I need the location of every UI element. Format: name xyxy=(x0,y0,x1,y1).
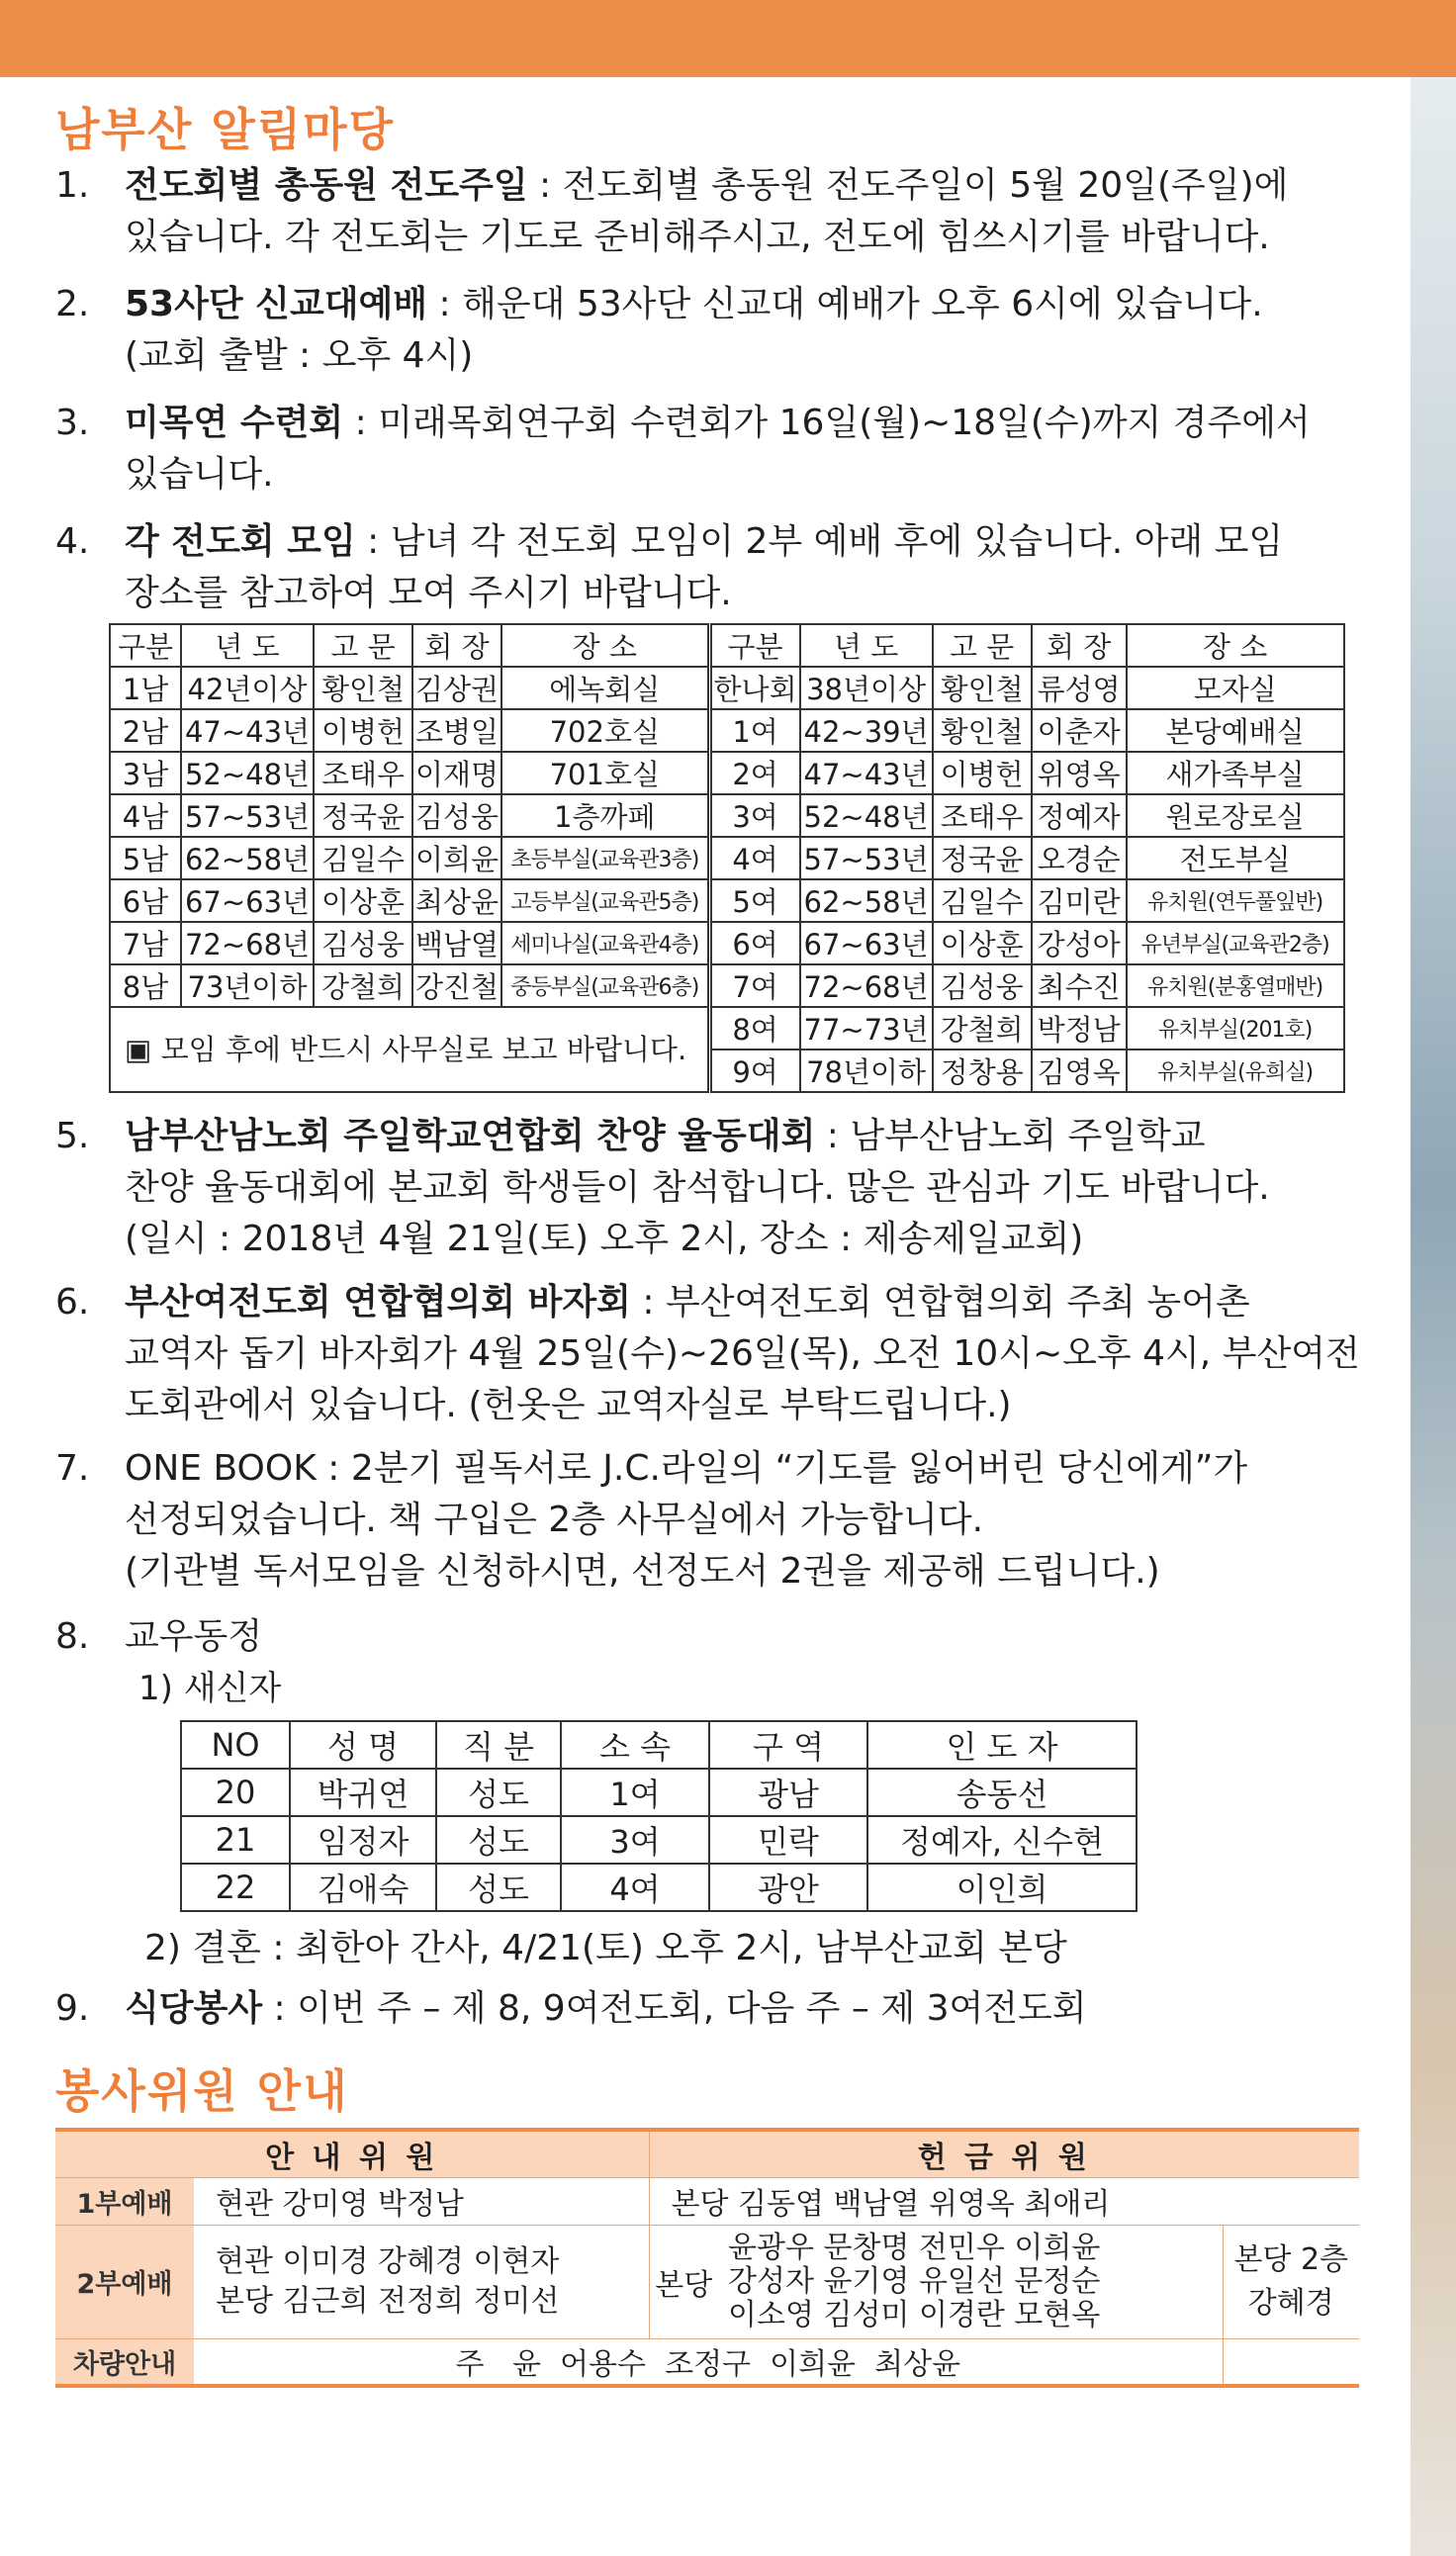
cell: 3여 xyxy=(709,794,800,837)
item-number: 6. xyxy=(55,1282,90,1323)
item-text: : 남녀 각 전도회 모임이 2부 예배 후에 있습니다. 아래 모임 xyxy=(355,521,1284,562)
item-heading: 부산여전도회 연합협의회 바자회 xyxy=(125,1282,631,1323)
cell: 광남 xyxy=(709,1769,867,1816)
cell: 송동선 xyxy=(867,1769,1137,1816)
col-header: 장 소 xyxy=(501,624,709,667)
report-note: ▣ 모임 후에 반드시 사무실로 보고 바랍니다. xyxy=(110,1007,709,1092)
cell: 이희윤 xyxy=(412,837,501,879)
page-title: 남부산 알림마당 xyxy=(55,103,396,156)
item-text: 도회관에서 있습니다. (헌옷은 교역자실로 부탁드립니다.) xyxy=(125,1385,1012,1425)
cell: 성도 xyxy=(436,1769,561,1816)
item-number: 9. xyxy=(55,1988,90,2029)
cell: 5여 xyxy=(709,879,800,922)
cell: 72~68년 xyxy=(800,964,933,1007)
cell: 72~68년 xyxy=(181,922,314,964)
cell: 22 xyxy=(181,1864,290,1911)
cell: 유년부실(교육관2층) xyxy=(1127,922,1344,964)
cell: 2남 xyxy=(110,709,181,752)
cell: 김일수 xyxy=(314,837,412,879)
cell: 전도부실 xyxy=(1127,837,1344,879)
cell: 류성영 xyxy=(1032,667,1127,709)
item-text: 장소를 참고하여 모여 주시기 바랍니다. xyxy=(125,573,732,613)
col-header: NO xyxy=(181,1721,290,1769)
cell: 이상훈 xyxy=(314,879,412,922)
cell: 6남 xyxy=(110,879,181,922)
item-number: 1. xyxy=(55,165,90,206)
col-header: 성 명 xyxy=(290,1721,436,1769)
wedding-note: 2) 결혼 : 최한아 간사, 4/21(토) 오후 2시, 남부산교회 본당 xyxy=(144,1928,1067,1968)
table-header-row xyxy=(181,1721,1137,1769)
cell: 고등부실(교육관5층) xyxy=(501,879,709,922)
row-label: 차량안내 xyxy=(55,2338,194,2386)
cell: 1층까페 xyxy=(501,794,709,837)
item-text: : 전도회별 총동원 전도주일이 5월 20일(주일)에 xyxy=(527,165,1289,206)
notice-item xyxy=(55,398,1381,501)
item-text: 선정되었습니다. 책 구입은 2층 사무실에서 가능합니다. xyxy=(125,1500,984,1540)
cell: 2여 xyxy=(709,752,800,794)
cell: 62~58년 xyxy=(800,879,933,922)
col-header: 소 속 xyxy=(561,1721,709,1769)
cell: 73년이하 xyxy=(181,964,314,1007)
cell: 세미나실(교육관4층) xyxy=(501,922,709,964)
cell xyxy=(718,2225,1223,2338)
cell: 이병헌 xyxy=(314,709,412,752)
cell: 21 xyxy=(181,1816,290,1864)
cell: 1남 xyxy=(110,667,181,709)
cell: 8여 xyxy=(709,1007,800,1050)
item-heading: 53사단 신교대예배 xyxy=(125,284,428,324)
extra-line: 본당 2층 xyxy=(1233,2241,1349,2277)
cell: 42년이상 xyxy=(181,667,314,709)
item-text: (일시 : 2018년 4월 21일(토) 오후 2시, 장소 : 제송제일교회) xyxy=(125,1219,1084,1259)
notice-item xyxy=(55,1277,1381,1431)
cell: 본당 xyxy=(649,2225,718,2338)
cell: 20 xyxy=(181,1769,290,1816)
cell xyxy=(194,2225,649,2338)
item-text: : 남부산남노회 주일학교 xyxy=(815,1116,1206,1156)
cell: 본당 김동엽 백남열 위영옥 최애리 xyxy=(649,2177,1359,2225)
cell: 4여 xyxy=(561,1864,709,1911)
cell: 42~39년 xyxy=(800,709,933,752)
cell: 38년이상 xyxy=(800,667,933,709)
item-number: 2. xyxy=(55,284,90,324)
table-row xyxy=(110,837,1344,879)
cell: 유치원(연두풀잎반) xyxy=(1127,879,1344,922)
cell: 박귀연 xyxy=(290,1769,436,1816)
offer-line: 이소영 김성미 이경란 모현옥 xyxy=(728,2297,1101,2332)
item-text: 있습니다. xyxy=(125,454,274,495)
item-text: 찬양 율동대회에 본교회 학생들이 참석합니다. 많은 관심과 기도 바랍니다. xyxy=(125,1167,1270,1208)
table-row xyxy=(55,2225,1359,2338)
cell: 에녹회실 xyxy=(501,667,709,709)
cell: 6여 xyxy=(709,922,800,964)
cell: 57~53년 xyxy=(800,837,933,879)
table-row xyxy=(110,752,1344,794)
item-text: : 미래목회연구회 수련회가 16일(월)~18일(수)까지 경주에서 xyxy=(343,403,1311,443)
item-number: 8. xyxy=(55,1616,90,1657)
cell: 조태우 xyxy=(933,794,1032,837)
cell: 초등부실(교육관3층) xyxy=(501,837,709,879)
extra-line: 강혜경 xyxy=(1247,2285,1334,2321)
cell: 김상권 xyxy=(412,667,501,709)
col-header: 고 문 xyxy=(933,624,1032,667)
volunteer-title: 봉사위원 안내 xyxy=(55,2064,349,2118)
cell: 57~53년 xyxy=(181,794,314,837)
cell: 조태우 xyxy=(314,752,412,794)
notice-item xyxy=(55,1611,1381,1714)
cell: 민락 xyxy=(709,1816,867,1864)
cell: 원로장로실 xyxy=(1127,794,1344,837)
cell: 오경순 xyxy=(1032,837,1127,879)
table-header-row xyxy=(110,624,1344,667)
cell: 이인희 xyxy=(867,1864,1137,1911)
col-header: 구 역 xyxy=(709,1721,867,1769)
item-heading: 식당봉사 xyxy=(125,1988,263,2029)
table-row xyxy=(55,2338,1359,2386)
notice-item xyxy=(55,160,1381,263)
subheading: 1) 새신자 xyxy=(138,1669,282,1708)
item-text: : 2분기 필독서로 J.C.라일의 “기도를 잃어버린 당신에게”가 xyxy=(316,1448,1248,1489)
table-row xyxy=(110,922,1344,964)
cell: 최수진 xyxy=(1032,964,1127,1007)
col-header: 헌 금 위 원 xyxy=(649,2130,1359,2177)
cell: 현관 강미영 박정남 xyxy=(194,2177,649,2225)
cell: 조병일 xyxy=(412,709,501,752)
cell: 이춘자 xyxy=(1032,709,1127,752)
col-header: 회 장 xyxy=(412,624,501,667)
col-header: 직 분 xyxy=(436,1721,561,1769)
cell: 강진철 xyxy=(412,964,501,1007)
cell: 정국윤 xyxy=(314,794,412,837)
table-row xyxy=(110,794,1344,837)
table-row xyxy=(55,2177,1359,2225)
item-number: 4. xyxy=(55,521,90,562)
guide-line: 본당 김근희 전정희 정미선 xyxy=(216,2283,560,2319)
cell: 702호실 xyxy=(501,709,709,752)
cell: 위영옥 xyxy=(1032,752,1127,794)
item-heading: 남부산남노회 주일학교연합회 찬양 율동대회 xyxy=(125,1116,816,1156)
volunteer-table xyxy=(55,2128,1359,2388)
item-text: : 부산여전도회 연합협의회 주최 농어촌 xyxy=(630,1282,1250,1323)
offer-line: 윤광우 문창명 전민우 이희윤 xyxy=(728,2230,1101,2265)
cell: 1여 xyxy=(709,709,800,752)
cell: 김영옥 xyxy=(1032,1050,1127,1092)
cell: 광안 xyxy=(709,1864,867,1911)
cell: 정예자 xyxy=(1032,794,1127,837)
cell: 황인철 xyxy=(933,667,1032,709)
cell: 유치부실(유희실) xyxy=(1127,1050,1344,1092)
col-header: 인 도 자 xyxy=(867,1721,1137,1769)
table-row xyxy=(110,964,1344,1007)
cell: 강성아 xyxy=(1032,922,1127,964)
item-heading: ONE BOOK xyxy=(125,1448,317,1489)
item-heading: 교우동정 xyxy=(125,1616,263,1657)
item-heading: 각 전도회 모임 xyxy=(125,521,356,562)
col-header: 구분 xyxy=(709,624,800,667)
cell: 김성웅 xyxy=(412,794,501,837)
cell: 임정자 xyxy=(290,1816,436,1864)
cell: 정창용 xyxy=(933,1050,1032,1092)
cell: 5남 xyxy=(110,837,181,879)
cell: 김애숙 xyxy=(290,1864,436,1911)
cell: 김일수 xyxy=(933,879,1032,922)
bulletin-content xyxy=(55,99,1381,2388)
cell: 황인철 xyxy=(933,709,1032,752)
col-header: 년 도 xyxy=(181,624,314,667)
top-banner xyxy=(0,0,1456,77)
new-members-table xyxy=(180,1720,1138,1912)
cell: 3남 xyxy=(110,752,181,794)
cell: 황인철 xyxy=(314,667,412,709)
group-meeting-table xyxy=(109,623,1345,1093)
table-row xyxy=(110,879,1344,922)
cell: 유치부실(201호) xyxy=(1127,1007,1344,1050)
col-header: 장 소 xyxy=(1127,624,1344,667)
notice-item xyxy=(55,1111,1381,1265)
cell: 67~63년 xyxy=(800,922,933,964)
cell: 7남 xyxy=(110,922,181,964)
notice-item xyxy=(55,1443,1381,1598)
cell: 한나회 xyxy=(709,667,800,709)
table-header-row xyxy=(55,2130,1359,2177)
cell xyxy=(1223,2225,1359,2338)
guide-line: 현관 이미경 강혜경 이현자 xyxy=(216,2243,560,2279)
notice-item xyxy=(55,516,1381,619)
item-number: 5. xyxy=(55,1116,90,1156)
cell: 본당예배실 xyxy=(1127,709,1344,752)
table-row xyxy=(110,1007,1344,1050)
cell: 김미란 xyxy=(1032,879,1127,922)
cell: 김성웅 xyxy=(314,922,412,964)
notice-item xyxy=(55,279,1381,382)
item-number: 3. xyxy=(55,403,90,443)
table-row xyxy=(181,1816,1137,1864)
item-heading: 전도회별 총동원 전도주일 xyxy=(125,165,528,206)
row-label: 1부예배 xyxy=(55,2177,194,2225)
cell: 이재명 xyxy=(412,752,501,794)
cell: 67~63년 xyxy=(181,879,314,922)
item-text: 있습니다. 각 전도회는 기도로 준비해주시고, 전도에 힘쓰시기를 바랍니다. xyxy=(125,217,1270,257)
cell: 3여 xyxy=(561,1816,709,1864)
cell: 이병헌 xyxy=(933,752,1032,794)
cell: 47~43년 xyxy=(181,709,314,752)
cell: 4남 xyxy=(110,794,181,837)
item-heading: 미목연 수련회 xyxy=(125,403,344,443)
row-label: 2부예배 xyxy=(55,2225,194,2338)
cell: 77~73년 xyxy=(800,1007,933,1050)
col-header: 고 문 xyxy=(314,624,412,667)
cell: 9여 xyxy=(709,1050,800,1092)
cell: 유치원(분홍열매반) xyxy=(1127,964,1344,1007)
side-photo-strip xyxy=(1410,77,1456,2556)
cell: 성도 xyxy=(436,1816,561,1864)
cell: 1여 xyxy=(561,1769,709,1816)
table-row xyxy=(181,1864,1137,1911)
cell: 정국윤 xyxy=(933,837,1032,879)
cell: 김성웅 xyxy=(933,964,1032,1007)
table-row xyxy=(110,667,1344,709)
cell: 78년이하 xyxy=(800,1050,933,1092)
cell: 박정남 xyxy=(1032,1007,1127,1050)
item-text: (교회 출발 : 오후 4시) xyxy=(125,335,474,376)
cell: 62~58년 xyxy=(181,837,314,879)
cell: 강철희 xyxy=(933,1007,1032,1050)
item-text: : 이번 주 – 제 8, 9여전도회, 다음 주 – 제 3여전도회 xyxy=(262,1988,1087,2029)
col-header: 년 도 xyxy=(800,624,933,667)
notice-item xyxy=(55,1983,1381,2035)
cell: 52~48년 xyxy=(800,794,933,837)
cell: 47~43년 xyxy=(800,752,933,794)
cell: 최상윤 xyxy=(412,879,501,922)
item-text: 교역자 돕기 바자회가 4월 25일(수)~26일(목), 오전 10시~오후 4시, 부산여전 xyxy=(125,1333,1360,1374)
item-text: (기관별 독서모임을 신청하시면, 선정도서 2권을 제공해 드립니다.) xyxy=(125,1551,1160,1592)
table-row xyxy=(181,1769,1137,1816)
cell: 중등부실(교육관6층) xyxy=(501,964,709,1007)
table-row xyxy=(110,709,1344,752)
col-header: 안 내 위 원 xyxy=(55,2130,649,2177)
cell: 성도 xyxy=(436,1864,561,1911)
cell: 강철희 xyxy=(314,964,412,1007)
col-header: 구분 xyxy=(110,624,181,667)
cell: 새가족부실 xyxy=(1127,752,1344,794)
offer-line: 강성자 윤기영 유일선 문정순 xyxy=(728,2263,1101,2299)
cell: 52~48년 xyxy=(181,752,314,794)
cell: 백남열 xyxy=(412,922,501,964)
cell: 주 윤 어용수 조정구 이희윤 최상윤 xyxy=(194,2338,1223,2386)
item-number: 7. xyxy=(55,1448,90,1489)
cell: 8남 xyxy=(110,964,181,1007)
cell: 정예자, 신수현 xyxy=(867,1816,1137,1864)
cell: 4여 xyxy=(709,837,800,879)
cell: 이상훈 xyxy=(933,922,1032,964)
cell: 701호실 xyxy=(501,752,709,794)
cell: 모자실 xyxy=(1127,667,1344,709)
item-text: : 해운대 53사단 신교대 예배가 오후 6시에 있습니다. xyxy=(427,284,1263,324)
col-header: 회 장 xyxy=(1032,624,1127,667)
cell xyxy=(1223,2338,1359,2386)
cell: 7여 xyxy=(709,964,800,1007)
